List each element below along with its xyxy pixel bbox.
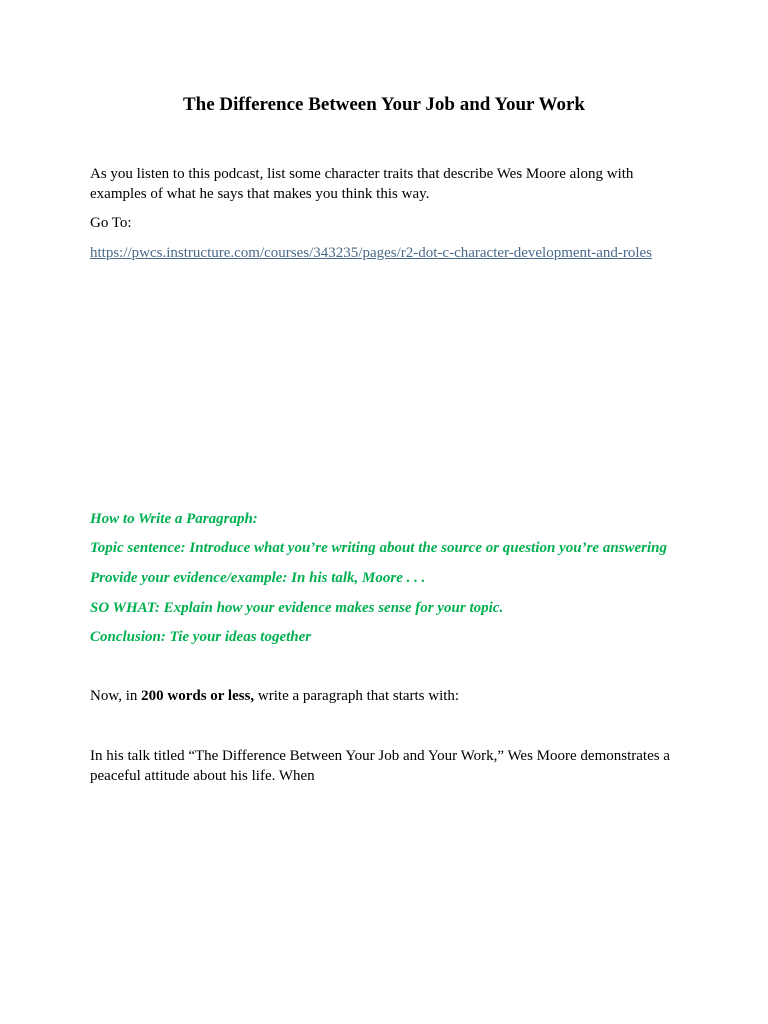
instruction-prefix: Now, in: [90, 688, 142, 704]
howto-heading: How to Write a Paragraph:: [90, 511, 258, 527]
instruction-word-limit: 200 words or less,: [141, 688, 255, 704]
goto-label: Go To:: [90, 215, 132, 231]
intro-paragraph: As you listen to this podcast, list some character traits that describe Wes Moore along with examples of what he says that makes you think this way.: [90, 166, 634, 202]
course-page-link[interactable]: https://pwcs.instructure.com/courses/343235/pages/r2-dot-c-character-development-and-roles: [90, 245, 653, 261]
paragraph-starter: In his talk titled “The Difference Between Your Job and Your Work,” Wes Moore demonstrates a peaceful attitude about his life. When: [90, 748, 670, 784]
howto-so-what: SO WHAT: Explain how your evidence makes sense for your topic.: [90, 600, 504, 616]
instruction-suffix: write a paragraph that starts with:: [254, 688, 460, 704]
document-title: The Difference Between Your Job and Your Work: [183, 94, 585, 115]
howto-evidence: Provide your evidence/example: In his talk, Moore . . .: [90, 570, 426, 586]
instruction-paragraph: [90, 686, 690, 706]
howto-conclusion: Conclusion: Tie your ideas together: [90, 629, 312, 645]
howto-topic-sentence: Topic sentence: Introduce what you’re writing about the source or question you’re answering: [90, 540, 668, 556]
